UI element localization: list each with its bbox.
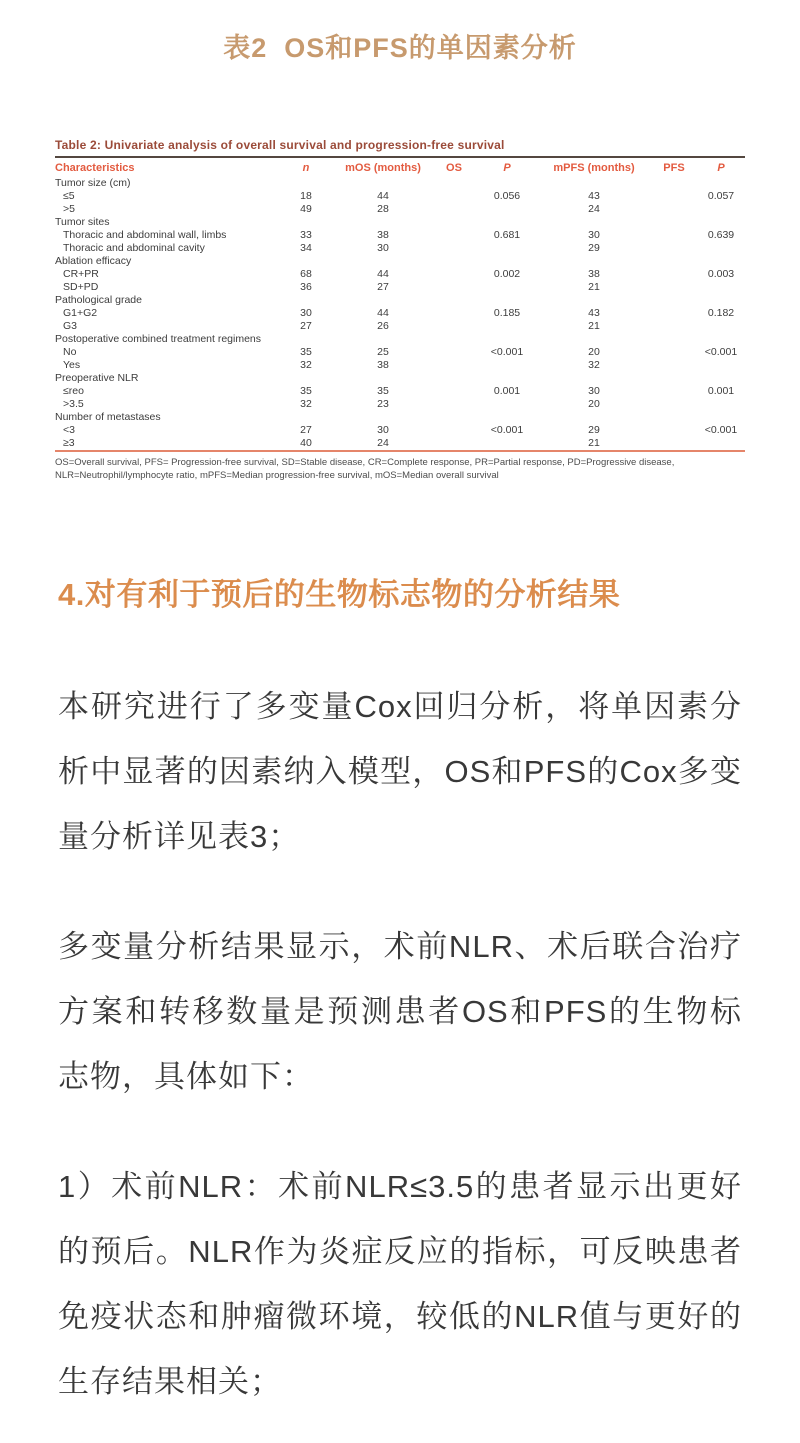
table-cell [477, 411, 537, 424]
table-cell: 0.002 [493, 268, 521, 280]
table-cell [697, 398, 745, 411]
table-cell: 49 [300, 203, 312, 215]
table-row [55, 385, 745, 398]
table-cell [651, 359, 697, 372]
row-label: Postoperative combined treatment regimens [55, 333, 262, 345]
table-cell: 27 [300, 320, 312, 332]
table-cell [431, 359, 477, 372]
table-cell [477, 281, 537, 294]
table-cell [477, 203, 537, 216]
table-cell [431, 190, 477, 203]
table-cell: 27 [377, 281, 389, 293]
table-cell: 38 [588, 268, 600, 280]
table-cell [431, 177, 477, 190]
table-cell: 0.681 [493, 229, 521, 241]
table-cell [277, 333, 335, 346]
table-cell [537, 372, 651, 385]
table-cell [651, 281, 697, 294]
table-cell [697, 437, 745, 451]
table-cell [431, 281, 477, 294]
table-cell: 18 [300, 190, 312, 202]
table-cell [697, 242, 745, 255]
univariate-analysis-table [55, 156, 745, 452]
table-cell [431, 411, 477, 424]
table-cell: 20 [588, 346, 600, 358]
table-cell: 68 [300, 268, 312, 280]
row-label: CR+PR [63, 268, 99, 280]
table-cell [697, 320, 745, 333]
table-cell: 34 [300, 242, 312, 254]
table-cell [477, 216, 537, 229]
table-cell [651, 346, 697, 359]
table-cell [537, 216, 651, 229]
column-header: mPFS (months) [553, 162, 635, 174]
table-cell [651, 242, 697, 255]
table-header-row [55, 157, 745, 177]
row-label: Thoracic and abdominal cavity [63, 242, 205, 254]
table-cell [651, 320, 697, 333]
table-cell [431, 372, 477, 385]
table-cell [651, 268, 697, 281]
row-label: >3.5 [63, 398, 84, 410]
table-cell [431, 242, 477, 255]
table-cell: 21 [588, 281, 600, 293]
table-cell: 0.185 [493, 307, 521, 319]
table-row [55, 216, 745, 229]
table-cell: <0.001 [704, 346, 738, 358]
table-cell [477, 177, 537, 190]
table-cell: 30 [377, 242, 389, 254]
table-cell [477, 398, 537, 411]
row-label: SD+PD [63, 281, 99, 293]
table-cell [697, 294, 745, 307]
row-label: Ablation efficacy [55, 255, 132, 267]
table-cell: 0.057 [707, 190, 735, 202]
row-label: Number of metastases [55, 411, 161, 423]
table-cell: 30 [588, 229, 600, 241]
row-label: Preoperative NLR [55, 372, 139, 384]
table-cell [651, 203, 697, 216]
table-cell: 0.639 [707, 229, 735, 241]
table-cell [537, 333, 651, 346]
table-cell: 44 [377, 190, 389, 202]
paragraph: 1）术前NLR：术前NLR≤3.5的患者显示出更好的预后。NLR作为炎症反应的指标，可反映患者免疫状态和肿瘤微环境，较低的NLR值与更好的生存结果相关； [58, 1169, 742, 1399]
row-label: Yes [63, 359, 81, 371]
table-cell [431, 203, 477, 216]
table-cell: 30 [377, 424, 389, 436]
table-row [55, 411, 745, 424]
table-cell [431, 320, 477, 333]
table-cell [651, 437, 697, 451]
table-cell: 32 [300, 359, 312, 371]
table-cell: 32 [300, 398, 312, 410]
table-cell [477, 333, 537, 346]
table-cell [697, 216, 745, 229]
table-cell [431, 385, 477, 398]
table-cell: 43 [588, 190, 600, 202]
table-cell: 25 [377, 346, 389, 358]
column-header: n [302, 162, 310, 174]
table-cell [335, 333, 431, 346]
table-cell [431, 437, 477, 451]
table-cell [335, 411, 431, 424]
paragraph: 多变量分析结果显示，术前NLR、术后联合治疗方案和转移数量是预测患者OS和PFS的生物标志物，具体如下： [58, 929, 742, 1094]
table-figure [55, 138, 745, 482]
row-label: Thoracic and abdominal wall, limbs [63, 229, 227, 241]
row-label: <3 [63, 424, 75, 436]
section-heading: 4.对有利于预后的生物标志物的分析结果 [58, 577, 621, 612]
row-label: ≥3 [63, 437, 75, 449]
table-cell [697, 411, 745, 424]
table-cell [277, 216, 335, 229]
table-cell: 44 [377, 268, 389, 280]
table-cell [651, 294, 697, 307]
table-cell: 20 [588, 398, 600, 410]
table-cell: 23 [377, 398, 389, 410]
table-cell: 38 [377, 359, 389, 371]
table-cell: <0.001 [490, 424, 524, 436]
table-cell: 24 [377, 437, 389, 449]
table-cell: 29 [588, 424, 600, 436]
table-cell: 33 [300, 229, 312, 241]
body-paragraphs [58, 674, 742, 1414]
row-label: G3 [63, 320, 78, 332]
table-cell: <0.001 [704, 424, 738, 436]
row-label: No [63, 346, 77, 358]
table-cell: 0.003 [707, 268, 735, 280]
column-header: P [717, 162, 725, 174]
table-cell [477, 320, 537, 333]
table-cell: 32 [588, 359, 600, 371]
row-label: >5 [63, 203, 75, 215]
table-row [55, 346, 745, 359]
table-cell [431, 333, 477, 346]
table-cell [335, 372, 431, 385]
table-cell [697, 359, 745, 372]
table-cell: 0.182 [707, 307, 735, 319]
table-cell [651, 255, 697, 268]
column-header: OS [446, 162, 462, 174]
table-cell [477, 242, 537, 255]
column-header: mOS (months) [345, 162, 421, 174]
row-label: ≤5 [63, 190, 75, 202]
table-cell [651, 307, 697, 320]
table-cell [277, 177, 335, 190]
table-cell: 35 [377, 385, 389, 397]
table-row [55, 229, 745, 242]
row-label: G1+G2 [63, 307, 98, 319]
table-cell: 35 [300, 385, 312, 397]
table-caption: Table 2: Univariate analysis of overall survival and progression-free survival [55, 138, 505, 152]
table-cell [697, 333, 745, 346]
table-cell [651, 190, 697, 203]
table-cell [431, 268, 477, 281]
table-cell [651, 398, 697, 411]
table-cell [431, 229, 477, 242]
table-cell [431, 346, 477, 359]
table-cell [277, 372, 335, 385]
table-row [55, 294, 745, 307]
table-cell: 38 [377, 229, 389, 241]
table-cell [537, 255, 651, 268]
table-cell [651, 385, 697, 398]
table-cell [277, 255, 335, 268]
row-label: ≤reo [63, 385, 84, 397]
table-cell [477, 294, 537, 307]
table-cell: 29 [588, 242, 600, 254]
table-row [55, 203, 745, 216]
table-cell [651, 411, 697, 424]
table-cell: 27 [300, 424, 312, 436]
table-cell: 0.001 [707, 385, 735, 397]
column-header: Characteristics [55, 162, 135, 174]
table-row [55, 424, 745, 437]
table-cell [537, 411, 651, 424]
table-cell [277, 294, 335, 307]
table-row [55, 307, 745, 320]
table-cell [431, 255, 477, 268]
table-cell: 35 [300, 346, 312, 358]
table-row [55, 255, 745, 268]
paragraph: 本研究进行了多变量Cox回归分析，将单因素分析中显著的因素纳入模型，OS和PFS的Cox多变量分析详见表3； [58, 689, 742, 854]
table-row [55, 359, 745, 372]
table-cell [651, 216, 697, 229]
table-cell [335, 294, 431, 307]
table-row [55, 177, 745, 190]
table-cell [431, 398, 477, 411]
table-cell [477, 372, 537, 385]
table-row [55, 242, 745, 255]
table-cell [651, 177, 697, 190]
table-row [55, 333, 745, 346]
table-cell [431, 424, 477, 437]
table-cell [697, 372, 745, 385]
table-cell: 40 [300, 437, 312, 449]
table-cell [697, 281, 745, 294]
row-label: Tumor size (cm) [55, 177, 131, 189]
row-label: Tumor sites [55, 216, 110, 228]
table-cell [651, 424, 697, 437]
table-cell: 36 [300, 281, 312, 293]
table-row [55, 398, 745, 411]
table-cell: 0.056 [493, 190, 521, 202]
table-row [55, 320, 745, 333]
table-row [55, 372, 745, 385]
table-cell [335, 177, 431, 190]
table-cell: 26 [377, 320, 389, 332]
table-cell: 21 [588, 437, 600, 449]
table-cell [477, 255, 537, 268]
table-row [55, 281, 745, 294]
table-cell [431, 294, 477, 307]
table-cell: 28 [377, 203, 389, 215]
table-cell: 30 [588, 385, 600, 397]
page-title: 表2 OS和PFS的单因素分析 [223, 33, 577, 63]
table-cell: 30 [300, 307, 312, 319]
table-cell: 21 [588, 320, 600, 332]
table-cell: <0.001 [490, 346, 524, 358]
table-cell [537, 294, 651, 307]
table-cell [651, 333, 697, 346]
table-cell [335, 255, 431, 268]
table-cell [477, 359, 537, 372]
table-cell [697, 177, 745, 190]
table-cell: 43 [588, 307, 600, 319]
table-cell [651, 372, 697, 385]
table-cell [277, 411, 335, 424]
table-cell [477, 437, 537, 451]
table-row [55, 190, 745, 203]
table-cell: 0.001 [493, 385, 521, 397]
table-footnote: OS=Overall survival, PFS= Progression-free survival, SD=Stable disease, CR=Complete response, PR=Partial response, PD=Progressive disease, NLR=Neutrophil/lymphocyte ratio, mPFS=Median progression-free survival, mOS=Median overall survival [55, 457, 675, 481]
table-cell [431, 216, 477, 229]
row-label: Pathological grade [55, 294, 142, 306]
table-cell [537, 177, 651, 190]
table-row [55, 437, 745, 451]
column-header: P [503, 162, 511, 174]
table-cell: 24 [588, 203, 600, 215]
table-cell [431, 307, 477, 320]
table-cell [697, 203, 745, 216]
table-cell [697, 255, 745, 268]
column-header: PFS [663, 162, 685, 174]
table-cell: 44 [377, 307, 389, 319]
table-row [55, 268, 745, 281]
table-cell [651, 229, 697, 242]
table-cell [335, 216, 431, 229]
